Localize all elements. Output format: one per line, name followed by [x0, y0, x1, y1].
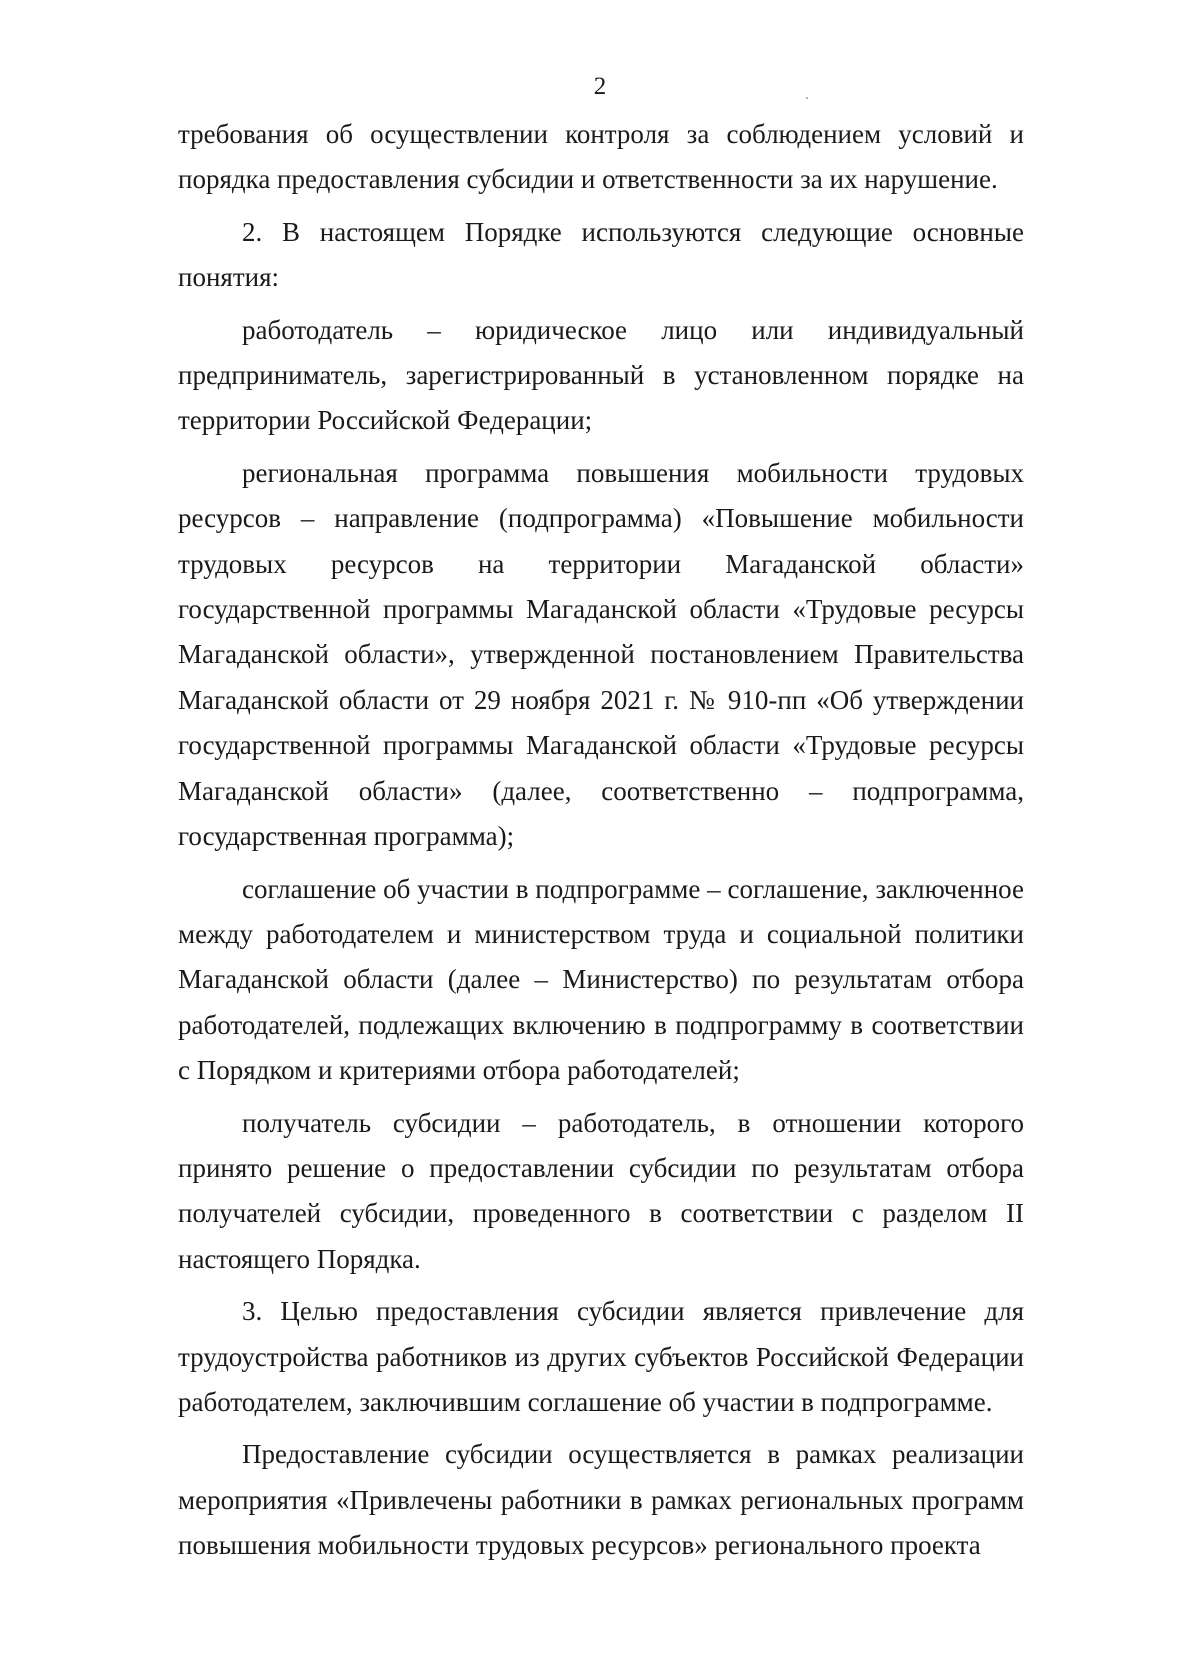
paragraph-definition-regional-program: региональная программа повышения мобильности трудовых ресурсов – направление (подпрограмма) «Повышение мобильности трудовых ресурсов на территории Магаданской области» государственной программы Магаданской области «Трудовые ресурсы Магаданской области», утвержденной постановлением Правительства Магаданской области от 29 ноября 2021 г. № 910-пп «Об утверждении государственной программы Магаданской области «Трудовые ресурсы Магаданской области» (далее, соответственно – подпрограмма, государственная программа);: [178, 457, 1024, 852]
page-number: 2: [593, 73, 607, 100]
paragraph-continuation: требования об осуществлении контроля за соблюдением условий и порядка предоставления субсидии и ответственности за их нарушение.: [178, 119, 1024, 195]
paragraph-definition-agreement: соглашение об участии в подпрограмме – соглашение, заключенное между работодателем и министерством труда и социальной политики Магаданской области (далее – Министерство) по результатам отбора работодателей, подлежащих включению в подпрограмму в соответствии с Порядком и критериями отбора работодателей;: [178, 873, 1024, 1086]
document-body: [178, 112, 1024, 1569]
paragraph-clause-3: 3. Целью предоставления субсидии является привлечение для трудоустройства работников из других субъектов Российской Федерации работодателем, заключившим соглашение об участии в подпрограмме.: [178, 1296, 1024, 1417]
paragraph-definition-recipient: получатель субсидии – работодатель, в отношении которого принято решение о предоставлении субсидии по результатам отбора получателей субсидии, проведенного в соответствии с разделом II настоящего Порядка.: [178, 1107, 1024, 1274]
paragraph-clause-2: 2. В настоящем Порядке используются следующие основные понятия:: [178, 216, 1024, 293]
paragraph-subsidy-provision: Предоставление субсидии осуществляется в рамках реализации мероприятия «Привлечены работники в рамках региональных программ повышения мобильности трудовых ресурсов» регионального проекта: [178, 1439, 1024, 1561]
paragraph-definition-employer: работодатель – юридическое лицо или индивидуальный предприниматель, зарегистрированный в установленном порядке на территории Российской Федерации;: [178, 314, 1024, 436]
scan-speck: [806, 97, 808, 99]
